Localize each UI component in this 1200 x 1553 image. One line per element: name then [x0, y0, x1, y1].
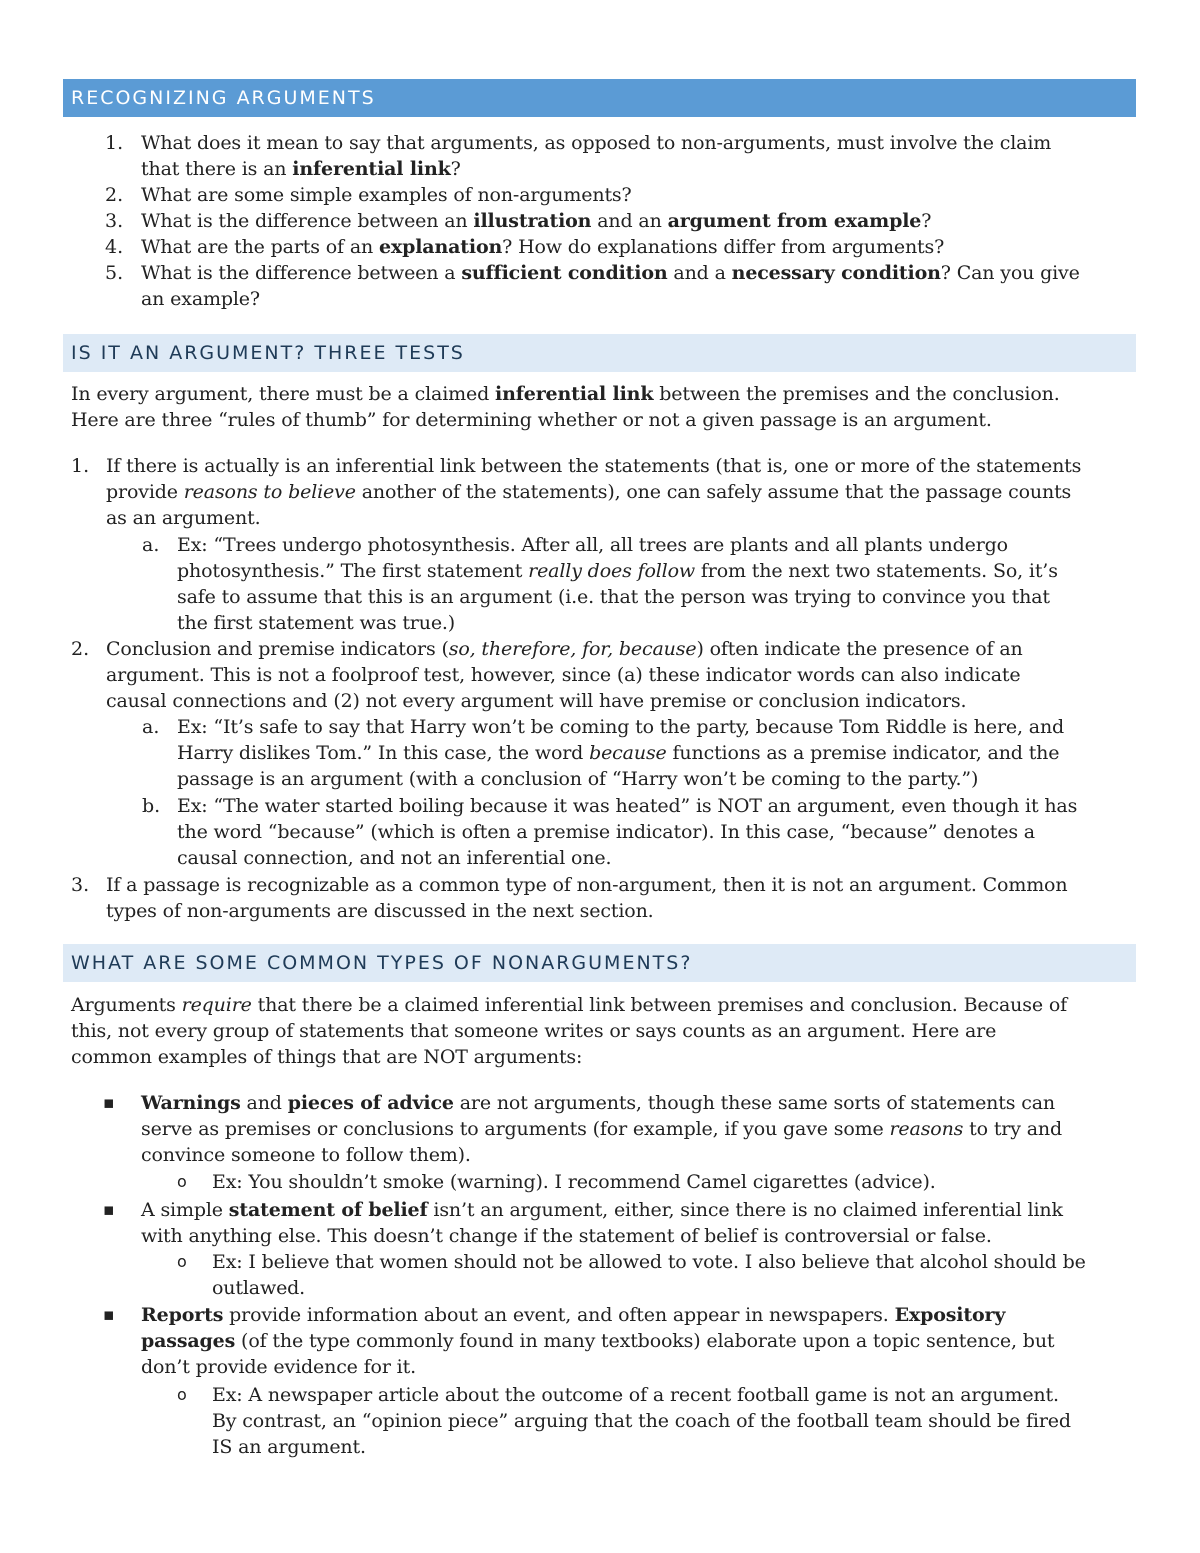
term-illustration: illustration: [473, 210, 592, 232]
question-1-line-2: that there is an inferential link?: [141, 158, 461, 180]
bullet-2-example-line-1: Ex: I believe that women should not be allowed to vote. I also believe that alcohol should be: [212, 1251, 1086, 1273]
bullet-3-example-line-2: By contrast, an “opinion piece” arguing that the coach of the football team should be fired: [212, 1410, 1071, 1432]
test-2-line-3: causal connections and (2) not every argument will have premise or conclusion indicators.: [106, 690, 967, 712]
nonargs-intro-line-1: Arguments require that there be a claimed inferential link between premises and conclusion. Because of: [71, 994, 1068, 1016]
section-header-recognizing-arguments: RECOGNIZING ARGUMENTS: [63, 79, 1136, 117]
term-necessary-condition: necessary condition: [731, 262, 941, 284]
list-number: 2.: [71, 638, 90, 660]
sub-bullet-icon: o: [177, 1172, 187, 1191]
list-number: 1.: [71, 455, 90, 477]
tests-intro-line-1: In every argument, there must be a claimed inferential link between the premises and the conclusion.: [71, 383, 1060, 405]
bullet-3-line-2: passages (of the type commonly found in many textbooks) elaborate upon a topic sentence, but: [141, 1330, 1055, 1352]
test-2b-line-3: causal connection, and not an inferential one.: [177, 847, 612, 869]
term-inferential-link: inferential link: [292, 158, 451, 180]
question-5-line-2: an example?: [141, 288, 260, 310]
test-3-line-1: If a passage is recognizable as a common type of non-argument, then it is not an argument. Common: [106, 874, 1068, 896]
question-1-line-1: What does it mean to say that arguments, as opposed to non-arguments, must involve the claim: [141, 132, 1052, 154]
bullet-3-line-3: don’t provide evidence for it.: [141, 1356, 416, 1378]
test-2-line-2: argument. This is not a foolproof test, however, since (a) these indicator words can also indicate: [106, 664, 1021, 686]
list-number: 2.: [105, 184, 124, 206]
bullet-icon: ▪: [103, 1093, 115, 1113]
test-1a-line-2: photosynthesis.” The first statement really does follow from the next two statements. So, it’s: [177, 560, 1058, 582]
term-statement-of-belief: statement of belief: [228, 1199, 428, 1221]
section-header-three-tests: IS IT AN ARGUMENT? THREE TESTS: [63, 334, 1136, 372]
test-1a-line-3: safe to assume that this is an argument (i.e. that the person was trying to convince you that: [177, 586, 1050, 608]
emphasis-really-does-follow: really does follow: [528, 560, 695, 582]
question-2: What are some simple examples of non-arguments?: [141, 184, 632, 206]
bullet-3-example-line-1: Ex: A newspaper article about the outcome of a recent football game is not an argument.: [212, 1384, 1059, 1406]
emphasis-indicator-words: so, therefore, for, because: [448, 638, 697, 660]
question-5-line-1: What is the difference between a sufficient condition and a necessary condition? Can you give: [141, 262, 1080, 284]
term-expository: Expository: [894, 1304, 1006, 1326]
test-2b-line-1: Ex: “The water started boiling because it was heated” is NOT an argument, even though it has: [177, 795, 1078, 817]
sub-bullet-icon: o: [177, 1385, 187, 1404]
nonargs-intro-line-2: this, not every group of statements that someone writes or says counts as an argument. Here are: [71, 1020, 997, 1042]
test-2a-line-2: Harry dislikes Tom.” In this case, the word because functions as a premise indicator, and the: [177, 742, 1060, 764]
nonargs-intro-line-3: common examples of things that are NOT arguments:: [71, 1046, 583, 1068]
section-header-common-nonarguments: WHAT ARE SOME COMMON TYPES OF NONARGUMENTS?: [63, 944, 1136, 982]
tests-intro-line-2: Here are three “rules of thumb” for determining whether or not a given passage is an argument.: [71, 409, 992, 431]
list-number: 3.: [105, 210, 124, 232]
test-2-line-1: Conclusion and premise indicators (so, therefore, for, because) often indicate the presence of an: [106, 638, 1023, 660]
bullet-2-line-1: A simple statement of belief isn’t an argument, either, since there is no claimed inferential link: [141, 1199, 1063, 1221]
emphasis-require: require: [181, 994, 252, 1016]
term-inferential-link: inferential link: [495, 383, 654, 405]
term-explanation: explanation: [378, 236, 503, 258]
list-number: 3.: [71, 874, 90, 896]
sublist-letter: b.: [142, 795, 161, 817]
emphasis-reasons-to-believe: reasons to believe: [183, 481, 356, 503]
bullet-icon: ▪: [103, 1200, 115, 1220]
test-1-line-1: If there is actually is an inferential link between the statements (that is, one or more of the statements: [106, 455, 1082, 477]
term-sufficient-condition: sufficient condition: [461, 262, 668, 284]
list-number: 4.: [105, 236, 124, 258]
test-2b-line-2: the word “because” (which is often a premise indicator). In this case, “because” denotes a: [177, 821, 1035, 843]
term-pieces-of-advice: pieces of advice: [287, 1092, 454, 1114]
bullet-2-example-line-2: outlawed.: [212, 1277, 306, 1299]
emphasis-reasons: reasons: [889, 1118, 964, 1140]
term-passages: passages: [141, 1330, 236, 1352]
emphasis-because: because: [589, 742, 667, 764]
term-warnings: Warnings: [141, 1092, 241, 1114]
sublist-letter: a.: [142, 534, 160, 556]
question-3: What is the difference between an illustration and an argument from example?: [141, 210, 932, 232]
term-reports: Reports: [141, 1304, 224, 1326]
test-2a-line-1: Ex: “It’s safe to say that Harry won’t be coming to the party, because Tom Riddle is here, and: [177, 716, 1065, 738]
list-number: 5.: [105, 262, 124, 284]
test-1a-line-4: the first statement was true.): [177, 612, 456, 634]
bullet-3-line-1: Reports provide information about an event, and often appear in newspapers. Expository: [141, 1304, 1006, 1326]
test-2a-line-3: passage is an argument (with a conclusion of “Harry won’t be coming to the party.”): [177, 768, 979, 790]
question-4: What are the parts of an explanation? How do explanations differ from arguments?: [141, 236, 945, 258]
test-1a-line-1: Ex: “Trees undergo photosynthesis. After all, all trees are plants and all plants undergo: [177, 534, 1008, 556]
test-1-line-2: provide reasons to believe another of the statements), one can safely assume that the passage counts: [106, 481, 1072, 503]
bullet-1-line-1: Warnings and pieces of advice are not arguments, though these same sorts of statements can: [141, 1092, 1055, 1114]
sub-bullet-icon: o: [177, 1252, 187, 1271]
bullet-1-line-2: serve as premises or conclusions to arguments (for example, if you gave some reasons to try and: [141, 1118, 1062, 1140]
bullet-1-example: Ex: You shouldn’t smoke (warning). I recommend Camel cigarettes (advice).: [212, 1171, 936, 1193]
test-3-line-2: types of non-arguments are discussed in the next section.: [106, 900, 654, 922]
term-argument-from-example: argument from example: [667, 210, 922, 232]
bullet-3-example-line-3: IS an argument.: [212, 1436, 366, 1458]
list-number: 1.: [105, 132, 124, 154]
sublist-letter: a.: [142, 716, 160, 738]
bullet-1-line-3: convince someone to follow them).: [141, 1144, 471, 1166]
bullet-2-line-2: with anything else. This doesn’t change if the statement of belief is controversial or false.: [141, 1225, 992, 1247]
bullet-icon: ▪: [103, 1305, 115, 1325]
test-1-line-3: as an argument.: [106, 507, 261, 529]
